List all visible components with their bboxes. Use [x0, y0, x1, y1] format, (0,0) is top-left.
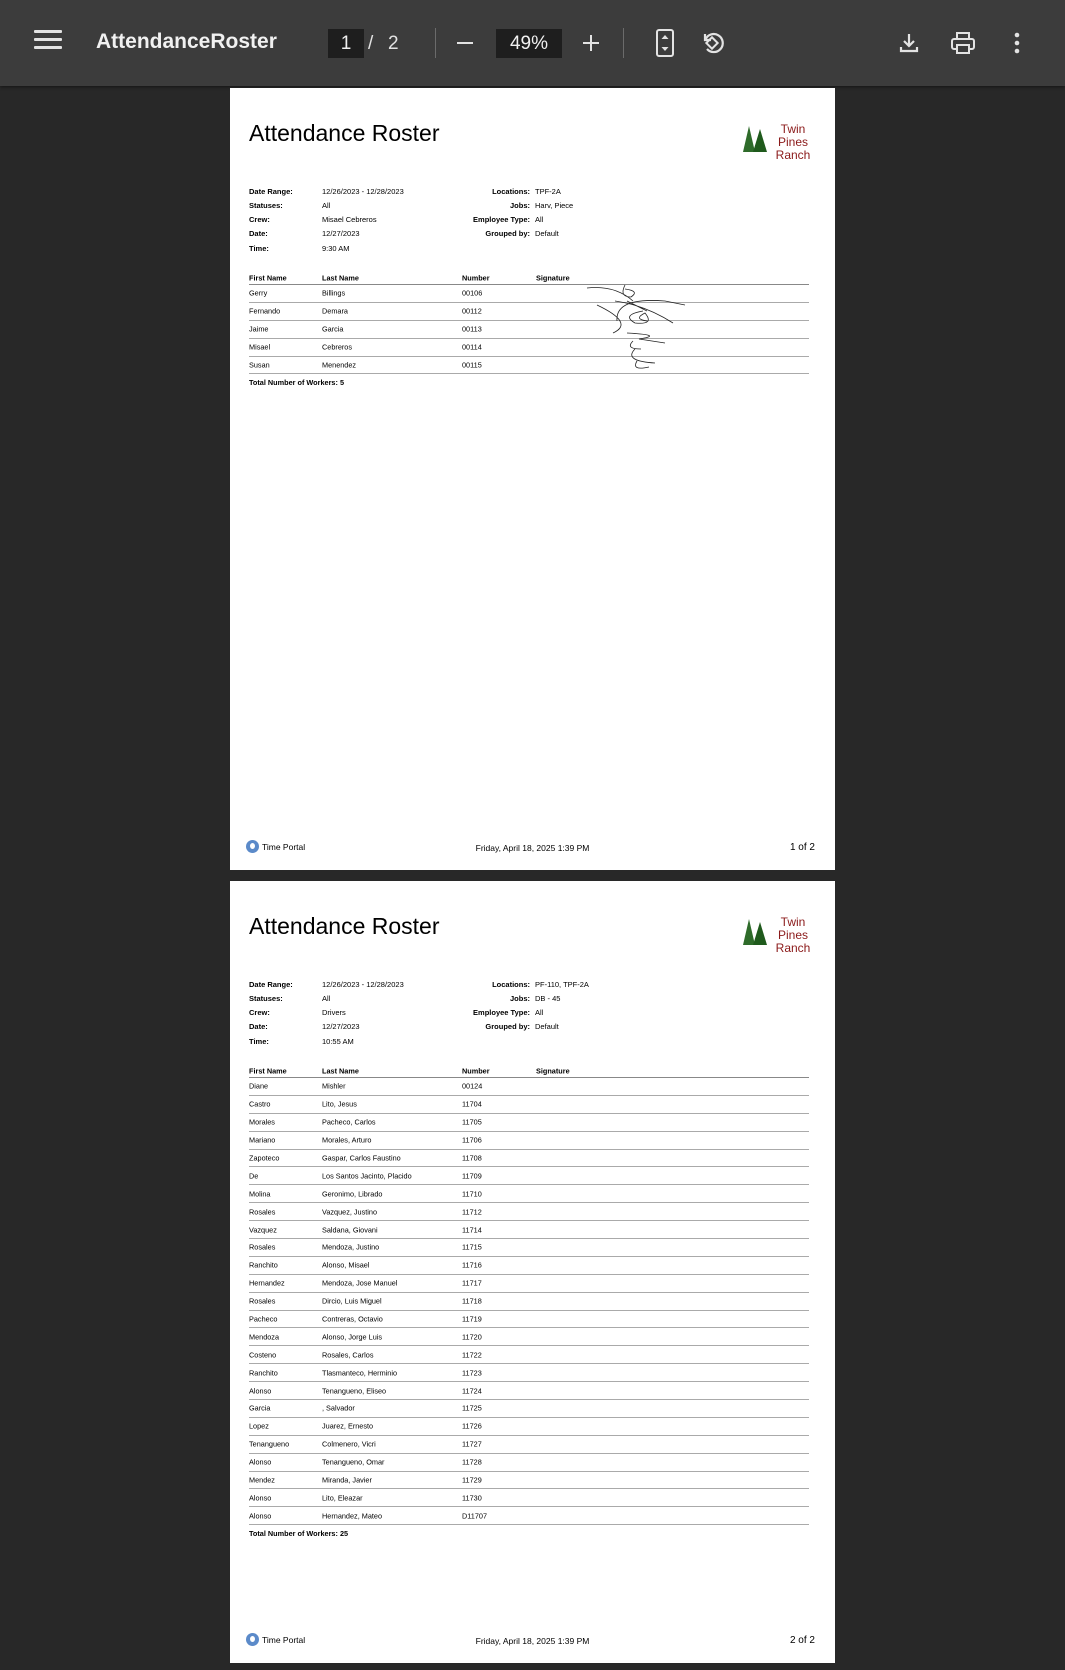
table-row: [249, 1221, 809, 1239]
crew-label: Crew:: [249, 215, 270, 224]
jobs-value: Harv, Piece: [535, 201, 574, 210]
table-header: [249, 1064, 809, 1078]
page-footer: [230, 1630, 835, 1650]
first-name-cell: Diane: [249, 1081, 269, 1091]
footer-brand: Time Portal: [262, 841, 306, 852]
table-row: [249, 1400, 809, 1418]
last-name-cell: Juarez, Ernesto: [322, 1421, 374, 1431]
date-value: 12/27/2023: [322, 229, 360, 238]
date-range-label: Date Range:: [249, 187, 293, 196]
col-signature: Signature: [536, 1066, 570, 1075]
table-row: [249, 1203, 809, 1221]
date-value: 12/27/2023: [322, 1022, 360, 1031]
number-cell: 11730: [462, 1493, 482, 1503]
logo-line-1: Twin Pines: [777, 122, 809, 149]
first-name-cell: Zapoteco: [249, 1153, 280, 1163]
first-name-cell: De: [249, 1171, 259, 1181]
locations-value: PF-110, TPF-2A: [535, 980, 589, 989]
first-name-cell: Costeno: [249, 1350, 277, 1360]
first-name-cell: Lopez: [249, 1421, 269, 1431]
number-cell: 11715: [462, 1242, 482, 1252]
col-signature: Signature: [536, 273, 570, 282]
employee-type-label: Employee Type:: [473, 1008, 530, 1017]
number-cell: 00114: [462, 342, 482, 352]
table-row: [249, 1239, 809, 1257]
crew-label: Crew:: [249, 1008, 270, 1017]
worker-total: Total Number of Workers: 5: [249, 378, 345, 388]
number-cell: 11718: [462, 1296, 482, 1306]
table-row: [249, 1311, 809, 1329]
last-name-cell: Dircio, Luis Miguel: [322, 1296, 382, 1306]
report-title: Attendance Roster: [249, 120, 440, 146]
table-header: [249, 271, 809, 285]
first-name-cell: Gerry: [249, 288, 268, 298]
last-name-cell: Alonso, Misael: [322, 1260, 370, 1270]
first-name-cell: Misael: [249, 342, 271, 352]
col-first-name: First Name: [249, 1066, 287, 1075]
number-cell: 00124: [462, 1081, 483, 1091]
table-row: [249, 1489, 809, 1507]
number-cell: 11704: [462, 1099, 482, 1109]
number-cell: 11719: [462, 1314, 482, 1324]
number-cell: 11710: [462, 1189, 482, 1199]
grouped-by-label: Grouped by:: [485, 1022, 530, 1031]
plus-icon: [581, 33, 601, 53]
first-name-cell: Vazquez: [249, 1225, 277, 1235]
first-name-cell: Tenangueno: [249, 1439, 290, 1449]
table-row: [249, 303, 809, 321]
roster-table: [249, 1064, 809, 1538]
statuses-value: All: [322, 201, 331, 210]
first-name-cell: Susan: [249, 360, 270, 370]
locations-value: TPF-2A: [535, 187, 561, 196]
first-name-cell: Ranchito: [249, 1260, 278, 1270]
time-label: Time:: [249, 244, 269, 253]
footer-brand: Time Portal: [262, 1634, 306, 1645]
table-row: [249, 1418, 809, 1436]
locations-label: Locations:: [492, 187, 530, 196]
table-row: [249, 321, 809, 339]
more-options-button[interactable]: [998, 24, 1036, 62]
date-range-value: 12/26/2023 - 12/28/2023: [322, 980, 404, 989]
time-value: 10:55 AM: [322, 1037, 354, 1046]
table-row: [249, 1167, 809, 1185]
footer-page-number: 2 of 2: [789, 1635, 815, 1646]
download-icon: [897, 31, 921, 55]
first-name-cell: Mariano: [249, 1135, 276, 1145]
statuses-label: Statuses:: [249, 201, 283, 210]
table-row: [249, 1275, 809, 1293]
pdf-toolbar: [0, 0, 1065, 86]
table-row: [249, 1257, 809, 1275]
last-name-cell: Tenangueno, Omar: [322, 1457, 385, 1467]
number-cell: 11720: [462, 1332, 482, 1342]
number-cell: 11729: [462, 1475, 482, 1485]
more-vertical-icon: [1014, 32, 1020, 54]
print-icon: [950, 31, 976, 55]
logo-line-2: Ranch: [775, 148, 811, 162]
col-number: Number: [462, 1066, 490, 1075]
first-name-cell: Morales: [249, 1117, 275, 1127]
number-cell: 11722: [462, 1350, 482, 1360]
table-row: [249, 339, 809, 357]
table-row: [249, 1507, 809, 1525]
date-range-value: 12/26/2023 - 12/28/2023: [322, 187, 404, 196]
zoom-in-button[interactable]: [572, 24, 610, 62]
report-parameters: [249, 978, 809, 1048]
roster-table: [249, 271, 809, 387]
table-row: [249, 1114, 809, 1132]
table-body: [249, 285, 809, 374]
jobs-value: DB - 45: [535, 994, 561, 1003]
last-name-cell: Mishler: [322, 1081, 346, 1091]
date-range-label: Date Range:: [249, 980, 293, 989]
first-name-cell: Alonso: [249, 1493, 272, 1503]
number-cell: 11712: [462, 1207, 482, 1217]
last-name-cell: Garcia: [322, 324, 344, 334]
time-label: Time:: [249, 1037, 269, 1046]
last-name-cell: Demara: [322, 306, 348, 316]
last-name-cell: Saldana, Giovani: [322, 1225, 378, 1235]
table-body: [249, 1078, 809, 1525]
number-cell: 11725: [462, 1403, 482, 1413]
grouped-by-value: Default: [535, 229, 559, 238]
first-name-cell: Alonso: [249, 1386, 272, 1396]
first-name-cell: Rosales: [249, 1207, 276, 1217]
ranch-logo: [742, 915, 818, 955]
number-cell: 11709: [462, 1171, 482, 1181]
first-name-cell: Castro: [249, 1099, 271, 1109]
number-cell: 11727: [462, 1439, 482, 1449]
zoom-level-input[interactable]: 49%: [496, 29, 562, 58]
print-button[interactable]: [944, 24, 982, 62]
menu-icon[interactable]: [34, 30, 62, 56]
crew-value: Misael Cebreros: [322, 215, 377, 224]
total-pages: 2: [388, 33, 399, 54]
rotate-button[interactable]: [694, 24, 732, 62]
first-name-cell: Rosales: [249, 1296, 276, 1306]
locations-label: Locations:: [492, 980, 530, 989]
download-button[interactable]: [890, 24, 928, 62]
logo-line-1: Twin Pines: [777, 915, 809, 942]
last-name-cell: Mendoza, Jose Manuel: [322, 1278, 398, 1288]
date-label: Date:: [249, 229, 268, 238]
number-cell: 11724: [462, 1386, 482, 1396]
last-name-cell: Geronimo, Librado: [322, 1189, 383, 1199]
col-number: Number: [462, 273, 490, 282]
number-cell: 11716: [462, 1260, 482, 1270]
worker-total: Total Number of Workers: 25: [249, 1529, 349, 1539]
footer-printed-date: Friday, April 18, 2025 1:39 PM: [475, 1636, 590, 1646]
table-row: [249, 357, 809, 375]
first-name-cell: Alonso: [249, 1457, 272, 1467]
employee-type-value: All: [535, 215, 544, 224]
number-cell: 11705: [462, 1117, 482, 1127]
last-name-cell: Menendez: [322, 360, 357, 370]
number-cell: 11723: [462, 1368, 482, 1378]
table-row: [249, 1132, 809, 1150]
last-name-cell: Contreras, Octavio: [322, 1314, 383, 1324]
last-name-cell: Mendoza, Justino: [322, 1242, 380, 1252]
report-title: Attendance Roster: [249, 913, 440, 939]
table-row: [249, 1436, 809, 1454]
first-name-cell: Ranchito: [249, 1368, 278, 1378]
number-cell: 00113: [462, 324, 482, 334]
table-row: [249, 1293, 809, 1311]
employee-type-label: Employee Type:: [473, 215, 530, 224]
page-number-input[interactable]: 1: [328, 29, 364, 58]
fit-to-page-button[interactable]: [646, 24, 684, 62]
number-cell: 11728: [462, 1457, 482, 1467]
first-name-cell: Alonso: [249, 1511, 272, 1521]
toolbar-divider: [435, 28, 436, 58]
table-row: [249, 1328, 809, 1346]
table-row: [249, 1472, 809, 1490]
first-name-cell: Hernandez: [249, 1278, 285, 1288]
number-cell: 11714: [462, 1225, 482, 1235]
first-name-cell: Garcia: [249, 1403, 271, 1413]
table-row: [249, 1346, 809, 1364]
footer-page-number: 1 of 2: [789, 842, 815, 853]
table-row: [249, 1185, 809, 1203]
document-title: AttendanceRoster: [96, 30, 277, 53]
table-row: [249, 1096, 809, 1114]
table-row: [249, 1150, 809, 1168]
last-name-cell: Tlasmanteco, Herminio: [322, 1368, 398, 1378]
last-name-cell: Hernandez, Mateo: [322, 1511, 383, 1521]
number-cell: 00115: [462, 360, 482, 370]
grouped-by-label: Grouped by:: [485, 229, 530, 238]
grouped-by-value: Default: [535, 1022, 559, 1031]
col-last-name: Last Name: [322, 1066, 359, 1075]
number-cell: 11717: [462, 1278, 482, 1288]
minus-icon: [455, 33, 475, 53]
first-name-cell: Fernando: [249, 306, 281, 316]
last-name-cell: Vazquez, Justino: [322, 1207, 378, 1217]
rotate-icon: [699, 29, 727, 57]
time-value: 9:30 AM: [322, 244, 350, 253]
table-row: [249, 1364, 809, 1382]
last-name-cell: Colmenero, Vicri: [322, 1439, 376, 1449]
number-cell: 00112: [462, 306, 482, 316]
last-name-cell: Pacheco, Carlos: [322, 1117, 376, 1127]
page-footer: [230, 837, 835, 857]
jobs-label: Jobs:: [509, 994, 530, 1003]
col-first-name: First Name: [249, 273, 287, 282]
jobs-label: Jobs:: [509, 201, 530, 210]
first-name-cell: Molina: [249, 1189, 271, 1199]
number-cell: 11706: [462, 1135, 482, 1145]
pdf-page-2: [230, 881, 835, 1663]
last-name-cell: Gaspar, Carlos Faustino: [322, 1153, 401, 1163]
last-name-cell: Miranda, Javier: [322, 1475, 372, 1485]
first-name-cell: Pacheco: [249, 1314, 278, 1324]
pine-trees-icon: [742, 124, 770, 154]
last-name-cell: Lito, Eleazar: [322, 1493, 363, 1503]
last-name-cell: Lito, Jesus: [322, 1099, 357, 1109]
last-name-cell: , Salvador: [322, 1403, 355, 1413]
table-row: [249, 285, 809, 303]
handwritten-signature: [585, 283, 725, 373]
first-name-cell: Mendoza: [249, 1332, 280, 1342]
first-name-cell: Rosales: [249, 1242, 276, 1252]
number-cell: 11726: [462, 1421, 482, 1431]
pdf-page-1: [230, 88, 835, 870]
logo-line-2: Ranch: [775, 941, 811, 955]
toolbar-divider: [623, 28, 624, 58]
last-name-cell: Los Santos Jacinto, Placido: [322, 1171, 412, 1181]
table-row: [249, 1382, 809, 1400]
table-row: [249, 1078, 809, 1096]
last-name-cell: Rosales, Carlos: [322, 1350, 374, 1360]
number-cell: 11708: [462, 1153, 482, 1163]
page-separator: /: [368, 33, 374, 54]
report-parameters: [249, 185, 809, 255]
last-name-cell: Tenangueno, Eliseo: [322, 1386, 387, 1396]
number-cell: D11707: [462, 1511, 488, 1521]
pine-trees-icon: [742, 917, 770, 947]
footer-printed-date: Friday, April 18, 2025 1:39 PM: [475, 843, 590, 853]
statuses-label: Statuses:: [249, 994, 283, 1003]
ranch-logo: [742, 122, 818, 162]
crew-value: Drivers: [322, 1008, 346, 1017]
last-name-cell: Morales, Arturo: [322, 1135, 372, 1145]
last-name-cell: Billings: [322, 288, 346, 298]
first-name-cell: Mendez: [249, 1475, 275, 1485]
statuses-value: All: [322, 994, 331, 1003]
last-name-cell: Cebreros: [322, 342, 353, 352]
zoom-out-button[interactable]: [446, 24, 484, 62]
last-name-cell: Alonso, Jorge Luis: [322, 1332, 383, 1342]
number-cell: 00106: [462, 288, 483, 298]
date-label: Date:: [249, 1022, 268, 1031]
fit-page-icon: [654, 29, 676, 57]
table-row: [249, 1454, 809, 1472]
employee-type-value: All: [535, 1008, 544, 1017]
col-last-name: Last Name: [322, 273, 359, 282]
first-name-cell: Jaime: [249, 324, 269, 334]
